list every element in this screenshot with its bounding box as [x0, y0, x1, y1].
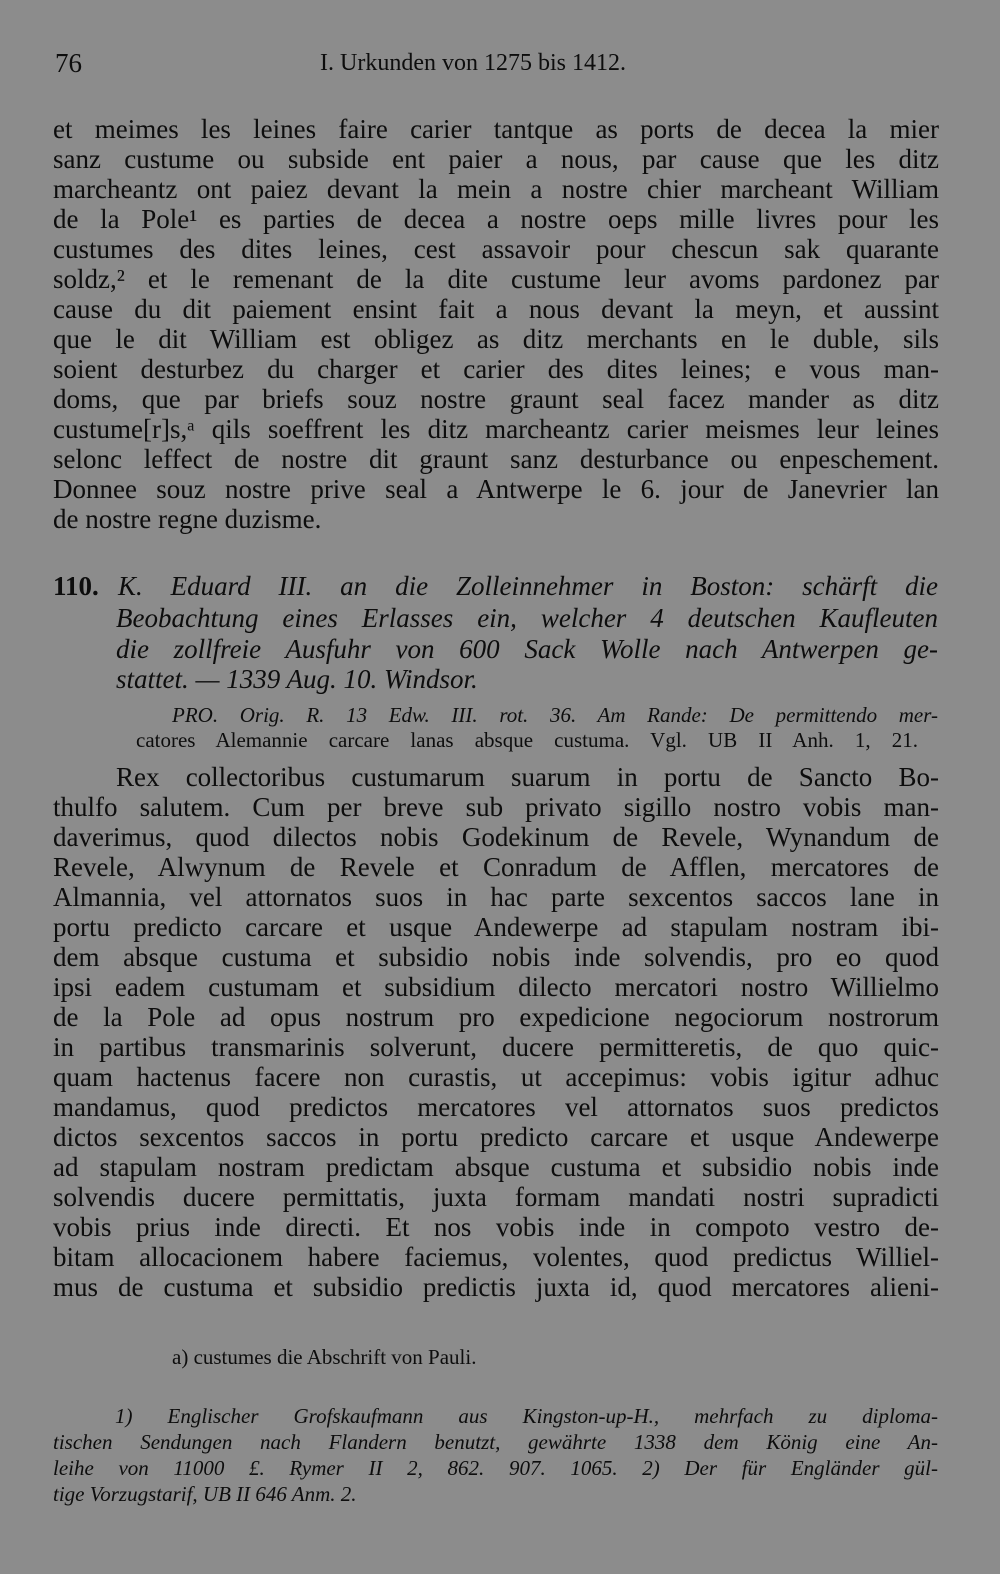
- text-line: sanz custume ou subside ent paier a nous, par cause que les ditz: [53, 144, 939, 174]
- heading-line: K. Eduard III. an die Zolleinnehmer in Boston: schärft die: [118, 571, 938, 601]
- text-line: dictos sexcentos saccos in portu predicto carcare et usque Andewerpe: [53, 1122, 939, 1152]
- running-title: I. Urkunden von 1275 bis 1412.: [320, 50, 626, 76]
- text-line: custume[r]s,ᵃ qils soeffrent les ditz marcheantz carier meismes leur leines: [53, 414, 939, 444]
- text-line: soient desturbez du charger et carier des dites leines; e vous man-: [53, 354, 939, 384]
- text-line: mus de custuma et subsidio predictis juxta id, quod mercatores alieni-: [53, 1272, 939, 1302]
- text-line: soldz,² et le remenant de la dite custume leur avoms pardonez par: [53, 264, 939, 294]
- text-line: Revele, Alwynum de Revele et Conradum de Afflen, mercatores de: [53, 852, 939, 882]
- reference-line: PRO. Orig. R. 13 Edw. III. rot. 36. Am Rande: De permittendo mer-: [172, 703, 938, 727]
- text-line: que le dit William est obligez as ditz merchants en le duble, sils: [53, 324, 939, 354]
- footnote-line: tischen Sendungen nach Flandern benutzt, gewährte 1338 dem König eine An-: [53, 1430, 938, 1454]
- text-line: selonc leffect de nostre dit graunt sanz desturbance ou enpeschement.: [53, 444, 939, 474]
- heading-line: stattet. — 1339 Aug. 10. Windsor.: [116, 664, 478, 694]
- text-line: portu predicto carcare et usque Andewerpe ad stapulam nostram ibi-: [53, 912, 939, 942]
- text-line: Rex collectoribus custumarum suarum in portu de Sancto Bo-: [116, 762, 939, 792]
- text-line: de la Pole ad opus nostrum pro expedicione negociorum nostrorum: [53, 1002, 939, 1032]
- heading-line: Beobachtung eines Erlasses ein, welcher 4 deutschen Kaufleuten: [116, 603, 938, 633]
- text-line: Donnee souz nostre prive seal a Antwerpe le 6. jour de Janevrier lan: [53, 474, 939, 504]
- text-line: vobis prius inde directi. Et nos vobis inde in compoto vestro de-: [53, 1212, 939, 1242]
- text-line: ad stapulam nostram predictam absque custuma et subsidio nobis inde: [53, 1152, 939, 1182]
- page-number: 76: [55, 48, 82, 78]
- footnote-line: tige Vorzugstarif, UB II 646 Anm. 2.: [53, 1482, 357, 1506]
- text-line: solvendis ducere permittatis, juxta formam mandati nostri supradicti: [53, 1182, 939, 1212]
- text-line: ipsi eadem custumam et subsidium dilecto mercatori nostro Willielmo: [53, 972, 939, 1002]
- footnote-line: leihe von 11000 £. Rymer II 2, 862. 907. 1065. 2) Der für Engländer gül-: [53, 1456, 938, 1480]
- variant-note: a) custumes die Abschrift von Pauli.: [172, 1345, 477, 1369]
- text-line: marcheantz ont paiez devant la mein a nostre chier marcheant William: [53, 174, 939, 204]
- text-line: thulfo salutem. Cum per breve sub privato sigillo nostro vobis man-: [53, 792, 939, 822]
- text-line: Almannia, vel attornatos suos in hac parte sexcentos saccos lane in: [53, 882, 939, 912]
- text-line: in partibus transmarinis solverunt, ducere permitteretis, de quo quic-: [53, 1032, 939, 1062]
- text-line: daverimus, quod dilectos nobis Godekinum de Revele, Wynandum de: [53, 822, 939, 852]
- text-line: de nostre regne duzisme.: [53, 504, 322, 534]
- heading-line: die zollfreie Ausfuhr von 600 Sack Wolle nach Antwerpen ge-: [116, 634, 938, 664]
- footnote-line: 1) Englischer Grofskaufmann aus Kingston-up-H., mehrfach zu diploma-: [115, 1404, 938, 1428]
- reference-line: catores Alemannie carcare lanas absque custuma. Vgl. UB II Anh. 1, 21.: [136, 728, 918, 752]
- text-line: custumes des dites leines, cest assavoir pour chescun sak quarante: [53, 234, 939, 264]
- text-line: de la Pole¹ es parties de decea a nostre oeps mille livres pour les: [53, 204, 939, 234]
- text-line: et meimes les leines faire carier tantque as ports de decea la mier: [53, 114, 939, 144]
- text-line: cause du dit paiement ensint fait a nous devant la meyn, et aussint: [53, 294, 939, 324]
- text-line: dem absque custuma et subsidio nobis inde solvendis, pro eo quod: [53, 942, 939, 972]
- text-line: doms, que par briefs souz nostre graunt seal facez mander as ditz: [53, 384, 939, 414]
- text-line: mandamus, quod predictos mercatores vel attornatos suos predictos: [53, 1092, 939, 1122]
- text-line: bitam allocacionem habere faciemus, volentes, quod predictus Williel-: [53, 1242, 939, 1272]
- text-line: quam hactenus facere non curastis, ut accepimus: vobis igitur adhuc: [53, 1062, 939, 1092]
- document-number: 110.: [53, 571, 99, 601]
